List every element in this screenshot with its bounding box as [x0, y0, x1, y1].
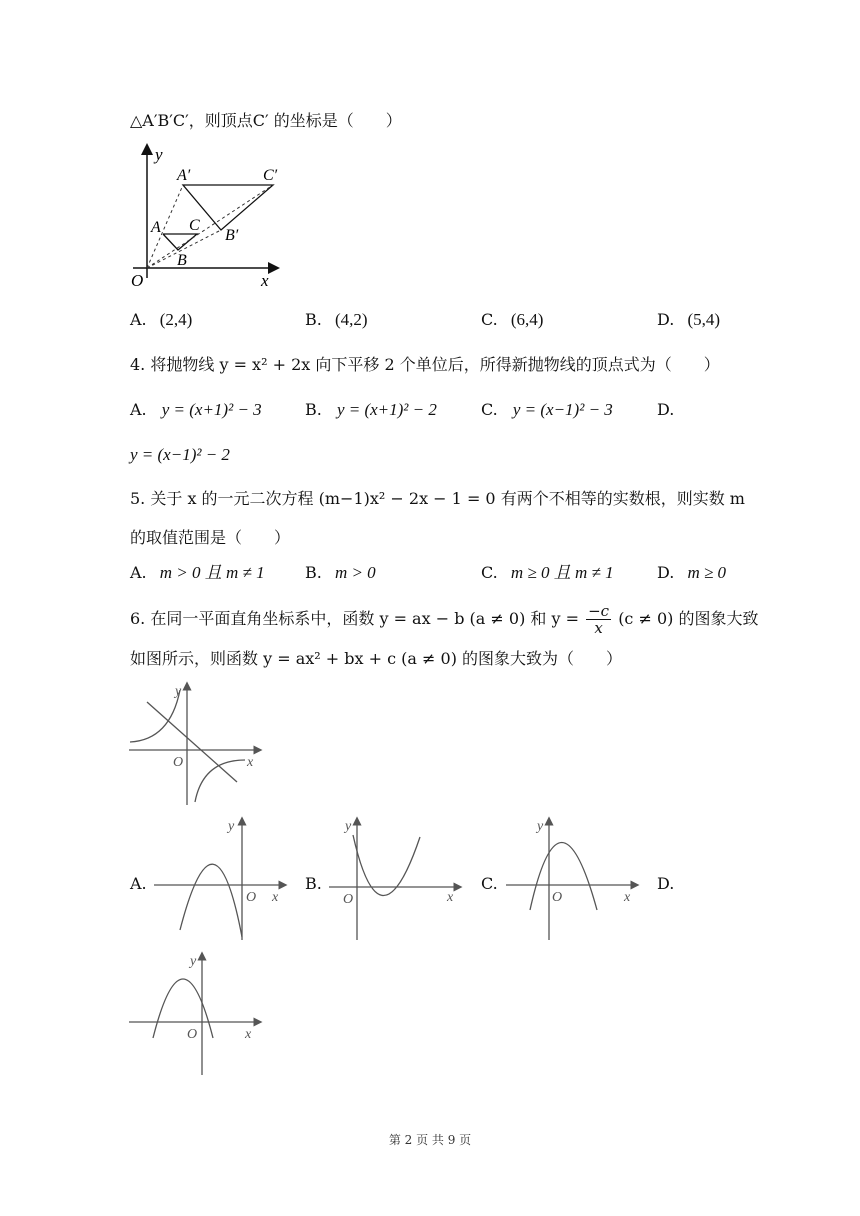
option-letter: C.: [481, 563, 498, 582]
option-letter: B.: [305, 563, 322, 582]
label-c: C: [189, 217, 200, 234]
q4-option-d-text: [130, 444, 230, 466]
q4-option-c: [481, 399, 613, 421]
q3-option-a: [130, 309, 192, 331]
label-y: y: [537, 819, 544, 834]
q6-option-d-graph: [125, 950, 265, 1080]
q5-option-c: [481, 562, 614, 584]
q3-option-d: [657, 309, 720, 331]
hyperbola-branch-left: [130, 690, 180, 742]
label-a: A: [151, 219, 161, 236]
option-text: m ≥ 0 且 m ≠ 1: [510, 563, 614, 582]
label-o: O: [131, 271, 144, 290]
label-b: B: [177, 252, 187, 269]
q4-stem: 4. 将抛物线 y = x² + 2x 向下平移 2 个单位后，所得新抛物线的顶点式为（ ）: [130, 355, 720, 374]
line-y-ax-b: [147, 702, 237, 782]
label-y: y: [345, 819, 352, 834]
q6-fraction: [586, 603, 611, 636]
option-letter: C.: [481, 310, 498, 329]
parabola: [180, 864, 242, 937]
q3-option-c: [481, 309, 543, 331]
label-o: O: [552, 890, 563, 905]
option-letter: C.: [481, 400, 498, 419]
option-text: m > 0: [334, 563, 376, 582]
q6-option-a-graph: [150, 815, 290, 945]
q3-figure: [125, 140, 290, 292]
label-x: x: [272, 890, 279, 905]
label-y: y: [190, 954, 197, 969]
label-o: O: [187, 1027, 198, 1042]
q6-stem-pre: 6. 在同一平面直角坐标系中，函数 y = ax − b (a ≠ 0) 和 y =: [130, 609, 580, 628]
option-text: y = (x+1)² − 3: [161, 400, 262, 419]
option-text: (2,4): [159, 310, 193, 329]
q6-option-d-letter: D.: [657, 874, 675, 893]
option-text: m ≥ 0: [687, 563, 727, 582]
fraction-numerator: −c: [588, 602, 610, 620]
option-letter: B.: [305, 400, 322, 419]
q4-option-d-letter: D.: [657, 400, 675, 419]
q6-option-a-letter: A.: [130, 874, 147, 893]
label-a-prime: A′: [177, 167, 191, 184]
fraction-denominator: x: [594, 619, 603, 637]
q5-stem-line2: 的取值范围是（ ）: [130, 528, 291, 547]
option-text: y = (x−1)² − 2: [130, 445, 230, 464]
label-x: x: [261, 271, 269, 290]
ray-oc: [147, 185, 273, 268]
q6-given-graph: [125, 680, 265, 810]
label-x: x: [247, 755, 254, 770]
option-letter: D.: [657, 310, 675, 329]
option-text: (5,4): [687, 310, 721, 329]
q6-option-c-graph: [502, 815, 642, 945]
label-o: O: [343, 892, 354, 907]
q5-stem-line1: 5. 关于 x 的一元二次方程 (m−1)x² − 2x − 1 = 0 有两个不相等的实数根，则实数 m: [130, 489, 745, 508]
q5-option-b: [305, 562, 376, 584]
option-text: (6,4): [510, 310, 544, 329]
label-y: y: [155, 145, 163, 164]
q5-option-a: [130, 562, 265, 584]
option-letter: A.: [130, 400, 147, 419]
parabola: [530, 843, 597, 911]
q4-option-b: [305, 399, 437, 421]
q6-option-c-letter: C.: [481, 874, 498, 893]
option-text: y = (x−1)² − 3: [512, 400, 613, 419]
triangle-abc: [163, 234, 197, 250]
option-letter: A.: [130, 563, 147, 582]
option-text: m > 0 且 m ≠ 1: [159, 563, 265, 582]
q3-option-b: [305, 309, 368, 331]
q4-option-a: [130, 399, 262, 421]
option-text: y = (x+1)² − 2: [336, 400, 437, 419]
q6-stem-line2: 如图所示，则函数 y = ax² + bx + c (a ≠ 0) 的图象大致为（ ）: [130, 649, 623, 668]
q6-stem-line1: [130, 603, 758, 636]
label-x: x: [245, 1027, 252, 1042]
label-o: O: [246, 890, 257, 905]
label-y: y: [175, 684, 182, 699]
page-footer: 第 2 页 共 9 页: [388, 1133, 472, 1147]
q3-stem-tail: △A′B′C′，则顶点C′ 的坐标是（ ）: [130, 111, 402, 130]
option-letter: D.: [657, 563, 675, 582]
label-o: O: [173, 755, 184, 770]
q6-stem-post: (c ≠ 0) 的图象大致: [618, 609, 759, 628]
label-x: x: [624, 890, 631, 905]
q5-option-d: [657, 562, 726, 584]
option-letter: B.: [305, 310, 322, 329]
option-text: (4,2): [334, 310, 368, 329]
option-letter: A.: [130, 310, 147, 329]
label-y: y: [228, 819, 235, 834]
parabola: [153, 979, 213, 1038]
label-b-prime: B′: [225, 227, 239, 244]
label-c-prime: C′: [263, 167, 278, 184]
q6-option-b-letter: B.: [305, 874, 322, 893]
label-x: x: [447, 890, 454, 905]
q6-option-b-graph: [325, 815, 465, 945]
